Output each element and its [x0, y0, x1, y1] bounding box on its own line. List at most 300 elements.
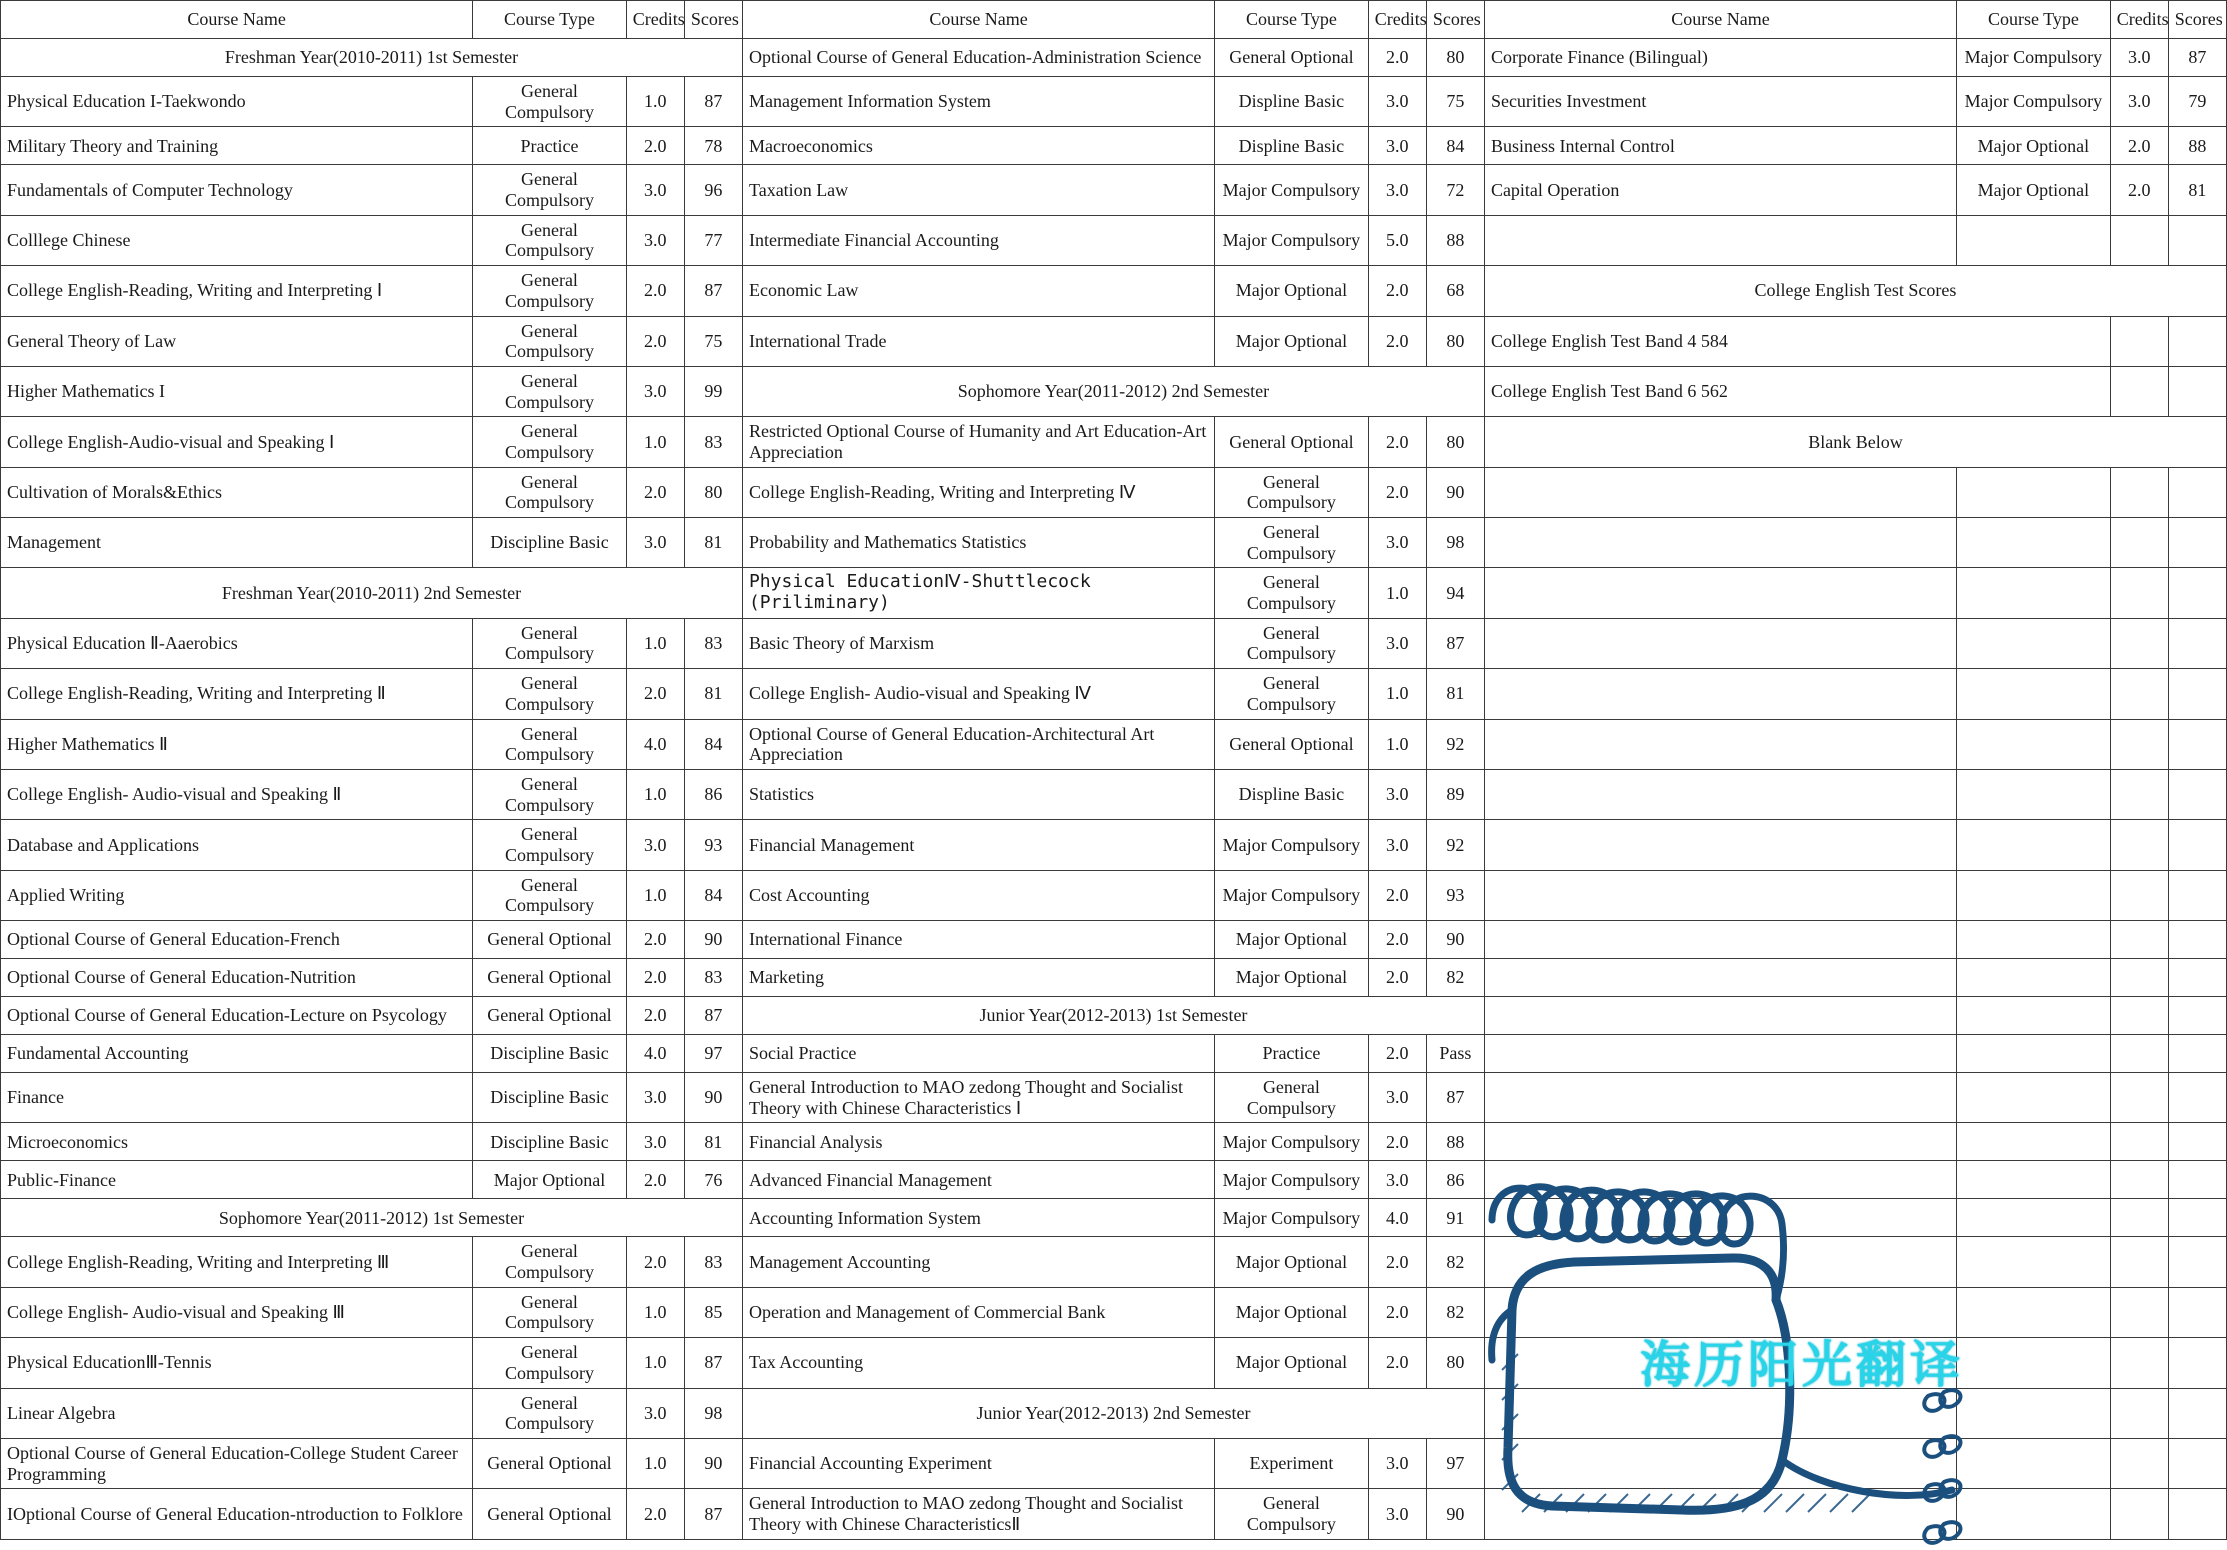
col3-empty-name	[1484, 1199, 1956, 1237]
col3-empty-credits	[2110, 1338, 2168, 1388]
course-credits-cell: 1.0	[1368, 669, 1426, 719]
course-credits-cell: 3.0	[626, 518, 684, 568]
course-name-cell: Cultivation of Morals&Ethics	[1, 467, 473, 517]
course-name-cell: Corporate Finance (Bilingual)	[1484, 39, 1956, 77]
course-type-cell: General Compulsory	[473, 769, 627, 819]
col2-scores-header: Scores	[1426, 1, 1484, 39]
course-score-cell: 80	[1426, 316, 1484, 366]
course-credits-cell: 2.0	[626, 1161, 684, 1199]
course-type-cell: General Optional	[473, 997, 627, 1035]
col3-empty-name	[1484, 959, 1956, 997]
col2-semester-heading: Junior Year(2012-2013) 1st Semester	[742, 997, 1484, 1035]
course-credits-cell: 3.0	[1368, 618, 1426, 668]
col3-empty-name	[1484, 820, 1956, 870]
col1-scores-header: Scores	[684, 1, 742, 39]
course-type-cell: Major Optional	[1957, 127, 2111, 165]
course-type-cell: Major Optional	[1215, 1237, 1369, 1287]
col3-empty-credits	[2110, 618, 2168, 668]
course-name-cell: Database and Applications	[1, 820, 473, 870]
course-score-cell: 75	[684, 316, 742, 366]
table-row	[1, 1338, 2227, 1388]
course-score-cell: 87	[2168, 39, 2226, 77]
course-name-cell: Advanced Financial Management	[742, 1161, 1214, 1199]
course-name-cell: Microeconomics	[1, 1123, 473, 1161]
course-name-cell: Macroeconomics	[742, 127, 1214, 165]
col3-empty-scores	[2168, 568, 2226, 618]
col3-empty-type	[1957, 719, 2111, 769]
course-type-cell: Discipline Basic	[473, 1073, 627, 1123]
col3-empty-scores	[2168, 1287, 2226, 1337]
course-type-cell: General Compulsory	[473, 1388, 627, 1438]
col3-empty-name	[1484, 568, 1956, 618]
course-score-cell: 97	[684, 1035, 742, 1073]
course-credits-cell: 3.0	[1368, 1161, 1426, 1199]
course-score-cell: 80	[1426, 39, 1484, 77]
course-type-cell: General Compulsory	[473, 417, 627, 467]
col3-empty-scores	[2168, 870, 2226, 920]
table-row	[1, 618, 2227, 668]
col3-note-credits	[2110, 366, 2168, 416]
col3-empty-scores	[2168, 467, 2226, 517]
course-score-cell: 87	[684, 77, 742, 127]
course-score-cell: 90	[1426, 1489, 1484, 1539]
course-name-cell: Securities Investment	[1484, 77, 1956, 127]
course-score-cell: 83	[684, 959, 742, 997]
col3-empty-credits	[2110, 1035, 2168, 1073]
course-credits-cell: 3.0	[626, 215, 684, 265]
col3-empty-credits	[2110, 1237, 2168, 1287]
table-header	[1, 1, 2227, 39]
course-credits-cell: 2.0	[626, 266, 684, 316]
col3-empty-type	[1957, 1287, 2111, 1337]
col3-empty-scores	[2168, 215, 2226, 265]
col3-empty-type	[1957, 1199, 2111, 1237]
col3-empty-scores	[2168, 1161, 2226, 1199]
course-credits-cell: 1.0	[626, 1338, 684, 1388]
col1-credits-header: Credits	[626, 1, 684, 39]
col3-empty-type	[1957, 1388, 2111, 1438]
col3-empty-type	[1957, 467, 2111, 517]
col3-course-name-header: Course Name	[1484, 1, 1956, 39]
col1-course-name-header: Course Name	[1, 1, 473, 39]
header-row	[1, 1, 2227, 39]
col3-empty-name	[1484, 997, 1956, 1035]
course-score-cell: 77	[684, 215, 742, 265]
course-credits-cell: 2.0	[1368, 266, 1426, 316]
course-score-cell: 76	[684, 1161, 742, 1199]
col2-semester-heading: Junior Year(2012-2013) 2nd Semester	[742, 1388, 1484, 1438]
course-name-cell: Accounting Information System	[742, 1199, 1214, 1237]
course-type-cell: Major Compulsory	[1957, 77, 2111, 127]
course-credits-cell: 2.0	[1368, 1123, 1426, 1161]
course-name-cell: Cost Accounting	[742, 870, 1214, 920]
course-score-cell: 91	[1426, 1199, 1484, 1237]
course-type-cell: General Compulsory	[1215, 1489, 1369, 1539]
course-score-cell: 75	[1426, 77, 1484, 127]
course-credits-cell: 3.0	[2110, 77, 2168, 127]
col3-empty-scores	[2168, 959, 2226, 997]
course-credits-cell: 5.0	[1368, 215, 1426, 265]
course-type-cell: General Optional	[473, 921, 627, 959]
course-credits-cell: 2.0	[1368, 467, 1426, 517]
course-credits-cell: 2.0	[626, 1237, 684, 1287]
col3-empty-name	[1484, 921, 1956, 959]
course-type-cell: General Compulsory	[473, 467, 627, 517]
course-type-cell: Major Compulsory	[1215, 1123, 1369, 1161]
course-type-cell: Major Optional	[1957, 165, 2111, 215]
col3-empty-credits	[2110, 215, 2168, 265]
course-name-cell: Tax Accounting	[742, 1338, 1214, 1388]
course-credits-cell: 2.0	[1368, 417, 1426, 467]
course-type-cell: Major Optional	[1215, 266, 1369, 316]
course-type-cell: General Compulsory	[1215, 568, 1369, 618]
col3-empty-credits	[2110, 719, 2168, 769]
col3-empty-type	[1957, 1035, 2111, 1073]
course-score-cell: 80	[1426, 1338, 1484, 1388]
course-type-cell: Major Compulsory	[1215, 1199, 1369, 1237]
col3-empty-scores	[2168, 1199, 2226, 1237]
table-row	[1, 769, 2227, 819]
course-credits-cell: 3.0	[626, 1123, 684, 1161]
col3-empty-name	[1484, 769, 1956, 819]
col3-scores-header: Scores	[2168, 1, 2226, 39]
course-score-cell: 87	[1426, 618, 1484, 668]
col3-empty-scores	[2168, 1388, 2226, 1438]
course-type-cell: General Compulsory	[473, 1338, 627, 1388]
table-row	[1, 127, 2227, 165]
course-credits-cell: 3.0	[1368, 77, 1426, 127]
col3-note: College English Test Band 4 584	[1484, 316, 2110, 366]
col3-empty-credits	[2110, 467, 2168, 517]
col1-semester-heading: Sophomore Year(2011-2012) 1st Semester	[1, 1199, 743, 1237]
course-type-cell: General Compulsory	[473, 165, 627, 215]
course-score-cell: 99	[684, 366, 742, 416]
col3-empty-name	[1484, 518, 1956, 568]
col3-empty-scores	[2168, 1123, 2226, 1161]
course-score-cell: 98	[684, 1388, 742, 1438]
course-name-cell: International Finance	[742, 921, 1214, 959]
course-score-cell: 81	[684, 1123, 742, 1161]
table-row	[1, 1438, 2227, 1488]
col3-empty-name	[1484, 669, 1956, 719]
course-credits-cell: 2.0	[1368, 1338, 1426, 1388]
course-name-cell: Intermediate Financial Accounting	[742, 215, 1214, 265]
course-score-cell: 90	[684, 921, 742, 959]
table-row	[1, 719, 2227, 769]
course-name-cell: Business Internal Control	[1484, 127, 1956, 165]
col3-empty-type	[1957, 669, 2111, 719]
course-name-cell: Higher Mathematics I	[1, 366, 473, 416]
col3-empty-scores	[2168, 1489, 2226, 1539]
table-row	[1, 959, 2227, 997]
col3-empty-scores	[2168, 518, 2226, 568]
course-type-cell: Practice	[473, 127, 627, 165]
col2-semester-heading: Sophomore Year(2011-2012) 2nd Semester	[742, 366, 1484, 416]
course-score-cell: 90	[1426, 921, 1484, 959]
course-type-cell: Major Compulsory	[1215, 820, 1369, 870]
course-type-cell: Practice	[1215, 1035, 1369, 1073]
course-score-cell: 82	[1426, 1237, 1484, 1287]
course-name-cell: College English-Reading, Writing and Interpreting Ⅲ	[1, 1237, 473, 1287]
table-row	[1, 568, 2227, 618]
col3-empty-type	[1957, 518, 2111, 568]
course-credits-cell: 2.0	[626, 921, 684, 959]
col3-empty-scores	[2168, 820, 2226, 870]
course-name-cell: Physical Education I-Taekwondo	[1, 77, 473, 127]
course-score-cell: 96	[684, 165, 742, 215]
table-row	[1, 669, 2227, 719]
course-score-cell: 87	[1426, 1073, 1484, 1123]
col3-empty-name	[1484, 1073, 1956, 1123]
table-row	[1, 467, 2227, 517]
course-score-cell: 83	[684, 1237, 742, 1287]
col3-empty-credits	[2110, 870, 2168, 920]
col3-semester-heading: College English Test Scores	[1484, 266, 2226, 316]
course-name-cell: Capital Operation	[1484, 165, 1956, 215]
course-name-cell: Economic Law	[742, 266, 1214, 316]
col2-course-type-header: Course Type	[1215, 1, 1369, 39]
col3-empty-name	[1484, 467, 1956, 517]
course-name-cell: Financial Analysis	[742, 1123, 1214, 1161]
course-name-cell: Optional Course of General Education-Architectural Art Appreciation	[742, 719, 1214, 769]
table-row	[1, 1123, 2227, 1161]
table-row	[1, 39, 2227, 77]
course-type-cell: Major Compulsory	[1215, 215, 1369, 265]
course-type-cell: General Compulsory	[1215, 669, 1369, 719]
course-type-cell: General Optional	[1215, 719, 1369, 769]
course-type-cell: General Compulsory	[473, 316, 627, 366]
course-credits-cell: 2.0	[626, 959, 684, 997]
col1-semester-heading: Freshman Year(2010-2011) 1st Semester	[1, 39, 743, 77]
col3-empty-credits	[2110, 1073, 2168, 1123]
course-score-cell: 87	[684, 1489, 742, 1539]
table-row	[1, 518, 2227, 568]
course-name-cell: College English-Reading, Writing and Interpreting Ⅳ	[742, 467, 1214, 517]
col3-empty-name	[1484, 1438, 1956, 1488]
col3-empty-credits	[2110, 1123, 2168, 1161]
course-name-cell: Optional Course of General Education-Lecture on Psycology	[1, 997, 473, 1035]
col3-empty-type	[1957, 1161, 2111, 1199]
col3-empty-credits	[2110, 820, 2168, 870]
course-credits-cell: 3.0	[2110, 39, 2168, 77]
col3-empty-scores	[2168, 1338, 2226, 1388]
course-credits-cell: 2.0	[1368, 1287, 1426, 1337]
course-score-cell: 89	[1426, 769, 1484, 819]
course-type-cell: General Compulsory	[1215, 467, 1369, 517]
course-name-cell: Finance	[1, 1073, 473, 1123]
course-name-cell: General Theory of Law	[1, 316, 473, 366]
col3-empty-name	[1484, 1388, 1956, 1438]
course-credits-cell: 4.0	[626, 719, 684, 769]
col3-empty-type	[1957, 959, 2111, 997]
table-row	[1, 1161, 2227, 1199]
course-score-cell: 82	[1426, 1287, 1484, 1337]
course-name-cell: Probability and Mathematics Statistics	[742, 518, 1214, 568]
table-row	[1, 1388, 2227, 1438]
course-name-cell: Operation and Management of Commercial Bank	[742, 1287, 1214, 1337]
course-name-cell: Restricted Optional Course of Humanity and Art Education-Art Appreciation	[742, 417, 1214, 467]
col3-empty-scores	[2168, 997, 2226, 1035]
course-name-cell: Fundamental Accounting	[1, 1035, 473, 1073]
col3-empty-name	[1484, 719, 1956, 769]
course-type-cell: General Optional	[1215, 39, 1369, 77]
col3-note-scores	[2168, 366, 2226, 416]
course-score-cell: 86	[684, 769, 742, 819]
col3-empty-name	[1484, 1338, 1956, 1388]
col2-course-name-header: Course Name	[742, 1, 1214, 39]
col3-empty-credits	[2110, 769, 2168, 819]
course-score-cell: 92	[1426, 719, 1484, 769]
col3-empty-credits	[2110, 1199, 2168, 1237]
course-credits-cell: 3.0	[1368, 165, 1426, 215]
course-score-cell: 87	[684, 266, 742, 316]
col3-empty-type	[1957, 618, 2111, 668]
table-row	[1, 870, 2227, 920]
course-credits-cell: 2.0	[1368, 1035, 1426, 1073]
course-credits-cell: 2.0	[1368, 959, 1426, 997]
course-score-cell: 85	[684, 1287, 742, 1337]
course-score-cell: 98	[1426, 518, 1484, 568]
course-type-cell: General Compulsory	[473, 1237, 627, 1287]
course-name-cell: College English-Reading, Writing and Interpreting Ⅱ	[1, 669, 473, 719]
course-credits-cell: 3.0	[626, 1388, 684, 1438]
col3-empty-credits	[2110, 518, 2168, 568]
col3-empty-scores	[2168, 769, 2226, 819]
course-score-cell: 86	[1426, 1161, 1484, 1199]
col3-empty-credits	[2110, 959, 2168, 997]
course-type-cell: General Compulsory	[473, 215, 627, 265]
col3-empty-type	[1957, 1338, 2111, 1388]
course-credits-cell: 2.0	[1368, 316, 1426, 366]
course-score-cell: 84	[1426, 127, 1484, 165]
course-name-cell: Statistics	[742, 769, 1214, 819]
course-name-cell: Physical Education Ⅱ-Aaerobics	[1, 618, 473, 668]
col3-course-type-header: Course Type	[1957, 1, 2111, 39]
course-name-cell: Higher Mathematics Ⅱ	[1, 719, 473, 769]
course-score-cell: 88	[2168, 127, 2226, 165]
course-type-cell: General Compulsory	[473, 618, 627, 668]
table-row	[1, 165, 2227, 215]
course-credits-cell: 2.0	[626, 997, 684, 1035]
col3-empty-name	[1484, 1161, 1956, 1199]
course-type-cell: General Compulsory	[473, 870, 627, 920]
col3-empty-credits	[2110, 568, 2168, 618]
course-name-cell: Financial Management	[742, 820, 1214, 870]
table-row	[1, 820, 2227, 870]
course-name-cell: College English-Reading, Writing and Interpreting Ⅰ	[1, 266, 473, 316]
course-name-cell: Military Theory and Training	[1, 127, 473, 165]
course-name-cell: Optional Course of General Education-Administration Science	[742, 39, 1214, 77]
course-name-cell: Marketing	[742, 959, 1214, 997]
course-type-cell: Major Compulsory	[1215, 1161, 1369, 1199]
course-type-cell: Major Optional	[1215, 316, 1369, 366]
course-type-cell: General Compulsory	[473, 719, 627, 769]
course-name-cell: Colllege Chinese	[1, 215, 473, 265]
col3-empty-name	[1484, 870, 1956, 920]
course-name-cell: Optional Course of General Education-French	[1, 921, 473, 959]
col3-empty-name	[1484, 215, 1956, 265]
course-credits-cell: 3.0	[1368, 1438, 1426, 1488]
table-row	[1, 1073, 2227, 1123]
course-type-cell: Major Optional	[1215, 1338, 1369, 1388]
course-score-cell: 88	[1426, 215, 1484, 265]
course-type-cell: Displine Basic	[1215, 127, 1369, 165]
course-score-cell: 81	[684, 518, 742, 568]
table-row	[1, 366, 2227, 416]
table-row	[1, 1035, 2227, 1073]
course-type-cell: General Compulsory	[1215, 618, 1369, 668]
table-row	[1, 1287, 2227, 1337]
course-credits-cell: 1.0	[626, 1438, 684, 1488]
col3-empty-name	[1484, 1287, 1956, 1337]
course-credits-cell: 1.0	[1368, 719, 1426, 769]
course-name-cell: Taxation Law	[742, 165, 1214, 215]
course-score-cell: 87	[684, 997, 742, 1035]
course-type-cell: Major Optional	[1215, 959, 1369, 997]
table-row	[1, 266, 2227, 316]
course-name-cell: College English- Audio-visual and Speaking Ⅲ	[1, 1287, 473, 1337]
course-type-cell: General Optional	[1215, 417, 1369, 467]
course-credits-cell: 2.0	[626, 467, 684, 517]
course-type-cell: Major Optional	[473, 1161, 627, 1199]
col3-empty-credits	[2110, 669, 2168, 719]
course-name-cell: College English- Audio-visual and Speaking Ⅳ	[742, 669, 1214, 719]
course-credits-cell: 3.0	[1368, 1489, 1426, 1539]
course-credits-cell: 4.0	[626, 1035, 684, 1073]
course-score-cell: 93	[684, 820, 742, 870]
course-credits-cell: 3.0	[1368, 820, 1426, 870]
course-type-cell: General Optional	[473, 959, 627, 997]
course-name-cell: Management	[1, 518, 473, 568]
course-credits-cell: 2.0	[1368, 921, 1426, 959]
col3-empty-name	[1484, 1123, 1956, 1161]
col3-note-scores	[2168, 316, 2226, 366]
col3-empty-type	[1957, 1073, 2111, 1123]
course-credits-cell: 1.0	[626, 618, 684, 668]
course-score-cell: 72	[1426, 165, 1484, 215]
course-type-cell: Major Optional	[1215, 1287, 1369, 1337]
table-row	[1, 1237, 2227, 1287]
course-score-cell: 79	[2168, 77, 2226, 127]
table-body	[1, 39, 2227, 1540]
course-score-cell: 80	[684, 467, 742, 517]
course-name-cell: General Introduction to MAO zedong Thought and Socialist Theory with Chinese Characteristics Ⅰ	[742, 1073, 1214, 1123]
course-credits-cell: 3.0	[1368, 127, 1426, 165]
course-score-cell: 80	[1426, 417, 1484, 467]
course-credits-cell: 2.0	[626, 669, 684, 719]
course-score-cell: 83	[684, 417, 742, 467]
col3-empty-scores	[2168, 1073, 2226, 1123]
col3-empty-credits	[2110, 921, 2168, 959]
course-credits-cell: 2.0	[626, 316, 684, 366]
table-row	[1, 316, 2227, 366]
course-type-cell: Displine Basic	[1215, 77, 1369, 127]
course-score-cell: 90	[684, 1438, 742, 1488]
col3-empty-credits	[2110, 1489, 2168, 1539]
course-score-cell: 82	[1426, 959, 1484, 997]
course-score-cell: Pass	[1426, 1035, 1484, 1073]
course-score-cell: 84	[684, 719, 742, 769]
course-score-cell: 90	[1426, 467, 1484, 517]
col3-empty-name	[1484, 1489, 1956, 1539]
course-type-cell: Major Compulsory	[1957, 39, 2111, 77]
col1-course-type-header: Course Type	[473, 1, 627, 39]
course-type-cell: Discipline Basic	[473, 1123, 627, 1161]
course-name-cell: Linear Algebra	[1, 1388, 473, 1438]
course-credits-cell: 2.0	[2110, 127, 2168, 165]
col3-empty-type	[1957, 769, 2111, 819]
course-score-cell: 90	[684, 1073, 742, 1123]
